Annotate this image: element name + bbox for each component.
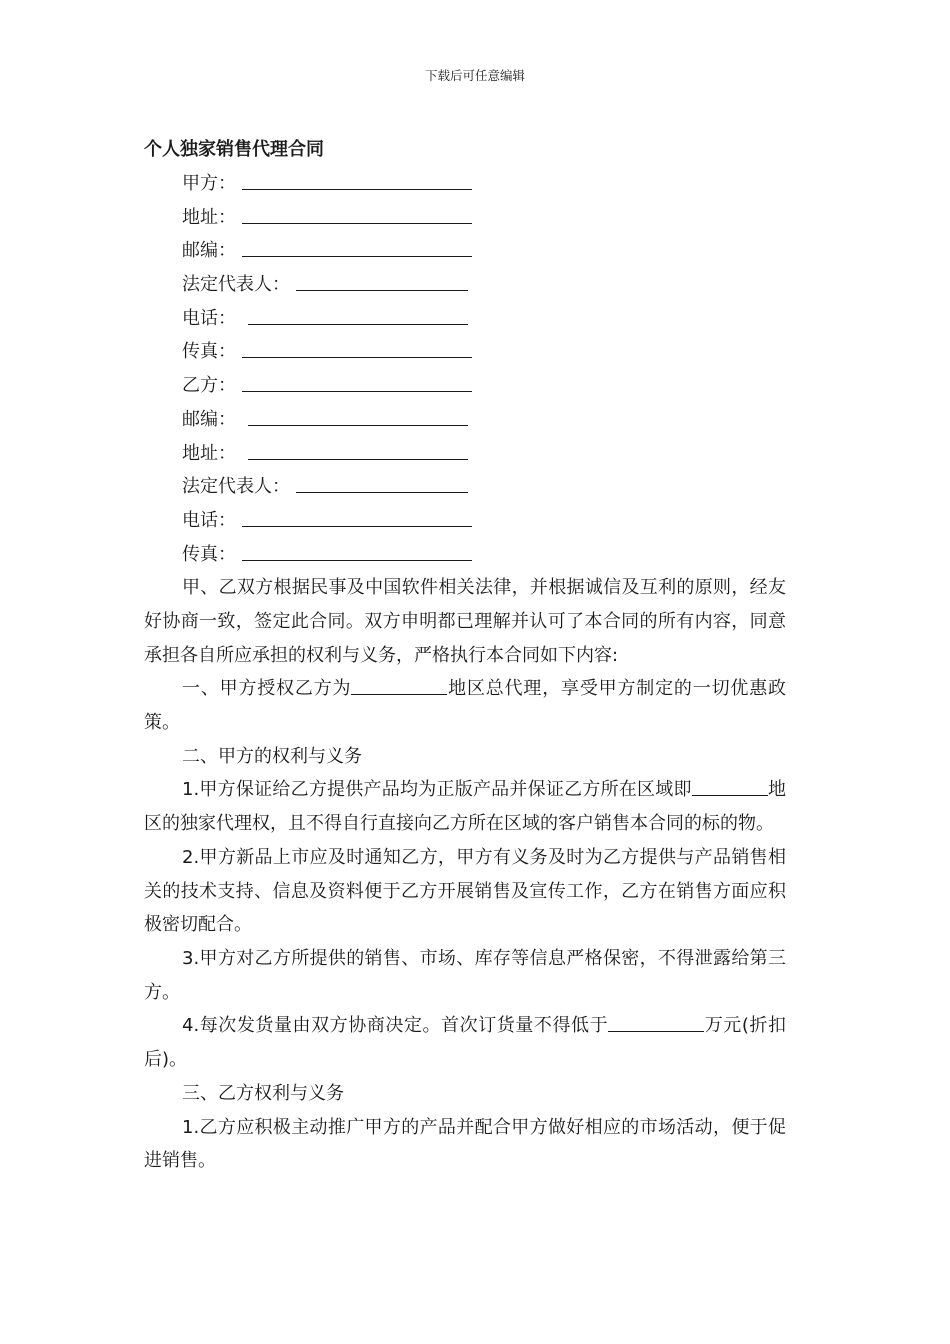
field-label: 法定代表人： [182,274,290,296]
field-label: 电话： [182,307,236,329]
item-text: 4.每次发货量由双方协商决定。首次订货量不得低于 [182,1015,609,1037]
blank-line [296,470,468,493]
blank-line [242,234,472,257]
blank-line [692,773,768,796]
blank-line [242,538,472,561]
field-address-b [144,437,786,471]
field-phone-a [144,302,786,336]
section-2-item-3: 3.甲方对乙方所提供的销售、市场、库存等信息严格保密，不得泄露给第三方。 [144,947,786,1003]
item-text-end: 万元(折扣后)。 [144,1015,786,1071]
blank-line [248,302,468,325]
section-2-item-4 [144,1009,786,1076]
clause-1-text-end: 地区总代理，享受甲方制定的一切优惠政策。 [144,678,787,734]
blank-line [608,1009,704,1032]
section-2-item-2: 2.甲方新品上市应及时通知乙方，甲方有义务及时为乙方提供与产品销售相关的技术支持、信息及资料便于乙方开展销售及宣传工作，乙方在销售方面应积极密切配合。 [144,846,786,936]
intro-paragraph: 甲、乙双方根据民事及中国软件相关法律，并根据诚信及互利的原则，经友好协商一致，签定此合同。双方申明都已理解并认可了本合同的所有内容，同意承担各自所应承担的权利与义务，严格执行本合同如下内容: [144,577,786,666]
field-label: 邮编： [182,408,236,430]
field-address-a [144,201,786,235]
field-postcode-b [144,403,786,437]
clause-1 [144,672,786,739]
blank-line [248,403,468,426]
field-label: 乙方： [182,375,236,397]
field-legal-rep-a [144,268,786,302]
blank-line [351,672,447,695]
field-phone-b [144,504,786,538]
item-text-end: 地区的独家代理权，且不得自行直接向乙方所在区域的客户销售本合同的标的物。 [144,779,787,835]
section-2-heading: 二、甲方的权利与义务 [182,745,362,767]
item-text: 1.甲方保证给乙方提供产品均为正版产品并保证乙方所在区域即 [182,779,692,801]
blank-line [242,504,472,527]
section-3-heading: 三、乙方权利与义务 [182,1082,344,1104]
field-label: 电话： [182,509,236,531]
field-fax-b [144,538,786,572]
field-label: 地址： [182,442,236,464]
field-label: 甲方： [182,173,236,194]
section-2-item-1 [144,773,786,840]
field-postcode-a [144,234,786,268]
blank-line [242,201,472,224]
blank-line [242,335,472,358]
field-legal-rep-b [144,470,786,504]
contract-document [144,133,786,1178]
field-fax-a [144,335,786,369]
page-header: 下载后可任意编辑 [424,68,525,83]
field-label: 法定代表人： [182,476,290,498]
field-party-a [144,167,786,201]
field-label: 传真： [182,543,236,565]
section-3-item-1: 1.乙方应积极主动推广甲方的产品并配合甲方做好相应的市场活动，便于促进销售。 [144,1116,786,1172]
contract-title: 个人独家销售代理合同 [144,139,324,160]
field-label: 邮编： [182,240,236,262]
clause-1-text: 一、甲方授权乙方为 [182,678,352,700]
blank-line [242,369,472,392]
field-party-b [144,369,786,403]
field-label: 传真： [182,341,236,363]
blank-line [242,167,472,190]
blank-line [248,437,468,460]
field-label: 地址： [182,206,236,228]
blank-line [296,268,468,291]
